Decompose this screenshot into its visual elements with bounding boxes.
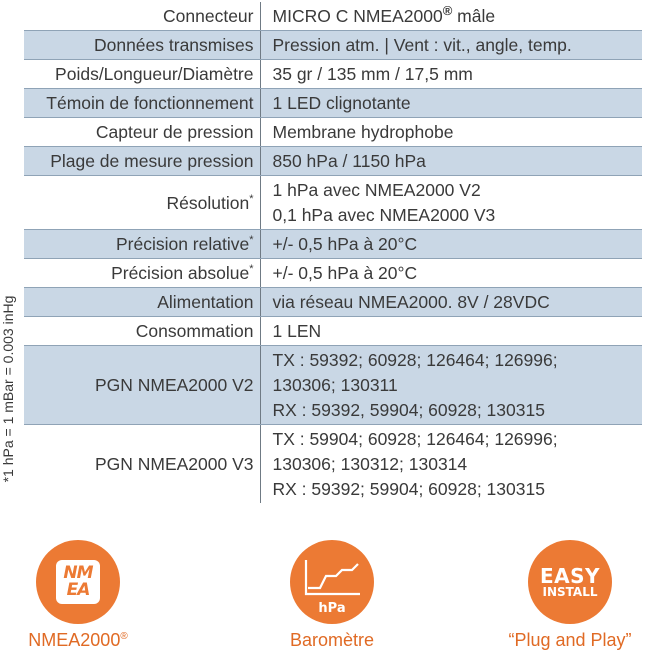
easy-install-badge <box>528 540 612 624</box>
easy-install-logo <box>539 563 601 599</box>
footnote-star: * <box>249 234 254 247</box>
barometer-badge <box>290 540 374 624</box>
nmea-badge <box>36 540 120 624</box>
spec-value-line: TX : 59904; 60928; 126464; 126996; <box>272 429 558 449</box>
spec-row-capteur <box>24 118 642 147</box>
footnote-star: * <box>249 263 254 276</box>
spec-value <box>260 346 642 425</box>
spec-label: Données transmises <box>24 31 260 60</box>
spec-label: PGN NMEA2000 V2 <box>24 346 260 425</box>
spec-label <box>24 259 260 288</box>
nmea-caption: NMEA2000® <box>28 630 128 650</box>
spec-label: Capteur de pression <box>24 118 260 147</box>
spec-value-line: TX : 59392; 60928; 126464; 126996; <box>272 350 558 370</box>
spec-value: +/- 0,5 hPa à 20°C <box>260 230 642 259</box>
spec-value: 850 hPa / 1150 hPa <box>260 147 642 176</box>
spec-value: 1 LED clignotante <box>260 89 642 118</box>
spec-row-plage <box>24 147 642 176</box>
spec-row-alimentation <box>24 288 642 317</box>
spec-table <box>24 2 642 503</box>
spec-value-line: 1 hPa avec NMEA2000 V2 <box>272 180 481 200</box>
easy-install-caption: “Plug and Play” <box>508 630 632 650</box>
spec-value-text: MICRO C NMEA2000 <box>272 6 443 26</box>
spec-value <box>260 2 642 31</box>
spec-value: 35 gr / 135 mm / 17,5 mm <box>260 60 642 89</box>
spec-value: Pression atm. | Vent : vit., angle, temp. <box>260 31 642 60</box>
spec-label: Consommation <box>24 317 260 346</box>
spec-row-consommation <box>24 317 642 346</box>
footnote-conversion: *1 hPa = 1 mBar = 0.003 inHg <box>0 295 16 483</box>
barometer-graph-icon <box>290 540 374 624</box>
spec-label: PGN NMEA2000 V3 <box>24 425 260 504</box>
spec-row-precision-relative <box>24 230 642 259</box>
spec-value-line: RX : 59392, 59904; 60928; 130315 <box>272 400 545 420</box>
spec-value: 1 LEN <box>260 317 642 346</box>
spec-label <box>24 176 260 230</box>
easy-line: EASY <box>539 563 601 588</box>
spec-row-temoin <box>24 89 642 118</box>
spec-value-line: 130306; 130312; 130314 <box>272 454 468 474</box>
spec-value <box>260 425 642 504</box>
nmea-logo-bottom: EA <box>66 580 90 600</box>
spec-value-line: 130306; 130311 <box>272 375 398 395</box>
spec-value: +/- 0,5 hPa à 20°C <box>260 259 642 288</box>
spec-label-text: Résolution <box>166 192 250 213</box>
spec-row-connecteur <box>24 2 642 31</box>
nmea-logo-icon <box>56 560 100 604</box>
spec-label: Plage de mesure pression <box>24 147 260 176</box>
spec-label: Témoin de fonctionnement <box>24 89 260 118</box>
barometer-unit-label: hPa <box>318 601 346 616</box>
barometer-caption: Baromètre <box>289 630 375 650</box>
spec-value-suffix: mâle <box>452 6 496 26</box>
spec-label: Alimentation <box>24 288 260 317</box>
spec-row-pgn-v2 <box>24 346 642 425</box>
spec-label: Connecteur <box>24 2 260 31</box>
spec-label-text: Précision absolue <box>111 263 250 283</box>
spec-label: Poids/Longueur/Diamètre <box>24 60 260 89</box>
spec-row-resolution <box>24 176 642 230</box>
footnote-star: * <box>249 192 254 205</box>
spec-value: Membrane hydrophobe <box>260 118 642 147</box>
install-line: INSTALL <box>542 584 598 599</box>
spec-row-donnees <box>24 31 642 60</box>
spec-value-line: 0,1 hPa avec NMEA2000 V3 <box>272 205 496 225</box>
registered-mark: ® <box>442 3 453 19</box>
spec-row-precision-absolue <box>24 259 642 288</box>
spec-value: via réseau NMEA2000. 8V / 28VDC <box>260 288 642 317</box>
spec-value <box>260 176 642 230</box>
spec-label <box>24 230 260 259</box>
spec-row-poids <box>24 60 642 89</box>
spec-label-text: Précision relative <box>115 234 250 254</box>
spec-value-line: RX : 59392; 59904; 60928; 130315 <box>272 479 545 499</box>
spec-row-pgn-v3 <box>24 425 642 504</box>
nmea-logo-top: NM <box>63 563 93 583</box>
